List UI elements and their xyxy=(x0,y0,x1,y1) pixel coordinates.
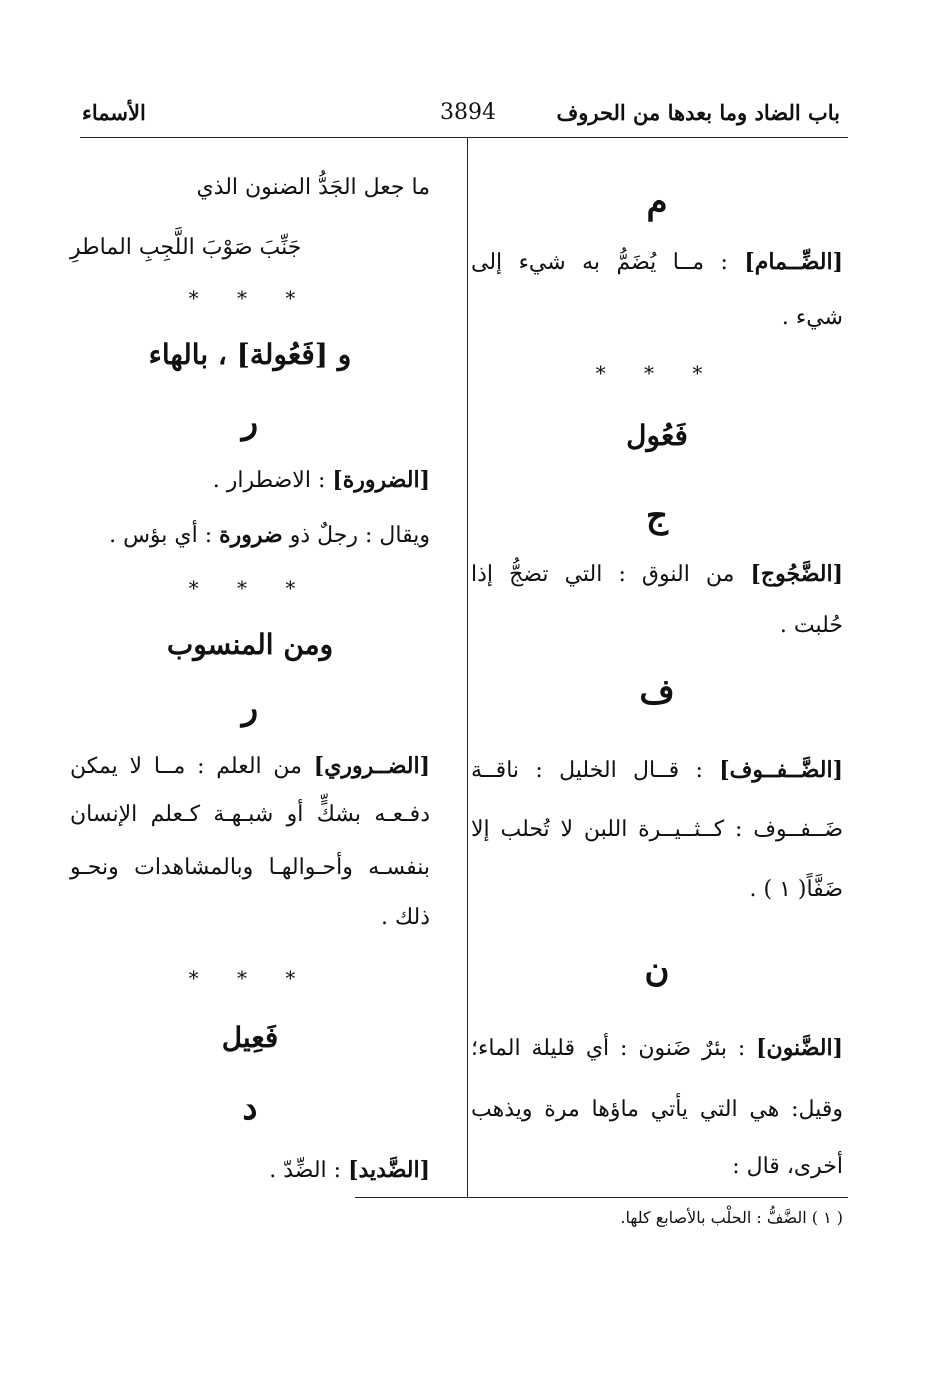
header-section-title: الأسماء xyxy=(82,100,146,125)
entry-headword: [الضِّــمام] xyxy=(744,249,843,275)
pattern-heading-fail: فَعِيل xyxy=(221,1021,279,1054)
entry-damam-line1 xyxy=(471,242,843,283)
entry-headword: [الضَّجُوج] xyxy=(750,561,843,587)
pattern-heading-faul: فَعُول xyxy=(626,419,688,452)
entry-damam-line2: شيء . xyxy=(781,305,843,330)
letter-heading-mim: م xyxy=(646,182,668,222)
entry-text: : الاضطرار . xyxy=(212,468,326,493)
entry-dafuf-line2: ضَــفــوف : كــثــيــرة اللبن لا تُحلب إلا xyxy=(471,817,843,842)
entry-daruri-line4: ذلك . xyxy=(380,905,430,930)
entry-headword: [الضَّــفــوف] xyxy=(719,757,843,783)
letter-heading-dal: د xyxy=(242,1088,258,1128)
entry-daruri-line1 xyxy=(70,746,430,787)
entry-danun-line2: وقيل: هي التي يأتي ماؤها مرة ويذهب xyxy=(471,1097,843,1122)
letter-heading-ra: ر xyxy=(241,688,259,728)
entry-text: : بئرٌ ضَنون : أي قليلة الماء؛ xyxy=(471,1036,746,1061)
footnote: ( ١ ) الضَّفُّ : الحلْب بالأصابع كلها. xyxy=(620,1208,843,1227)
letter-heading-jim: ج xyxy=(646,496,668,536)
letter-heading-fa: ف xyxy=(639,672,675,712)
entry-darura-line xyxy=(70,460,430,501)
entry-text: من النوق : التي تضجُّ إذا xyxy=(471,562,735,587)
section-heading-mansub: ومن المنسوب xyxy=(166,628,334,661)
header-rule xyxy=(80,137,848,138)
entry-dajuj-line2: حُلبت . xyxy=(779,613,843,638)
entry-darura2-line xyxy=(70,515,430,556)
entry-text: : الضِّدّ . xyxy=(269,1158,342,1183)
entry-text: من العلم : مــا لا يمكن xyxy=(70,754,302,779)
page-number: 3894 xyxy=(440,100,496,125)
separator-stars: * * * xyxy=(188,576,312,600)
footnote-rule xyxy=(355,1197,848,1198)
entry-daruri-line2: دفـعـه بشكٍّ أو شبـهـة كـعلم الإنسان xyxy=(70,802,430,827)
entry-headword: [الضــروري] xyxy=(313,753,430,779)
verse-line2: جَنِّبَ صَوْبَ اللَّجِبِ الماطرِ xyxy=(70,235,302,260)
separator-stars: * * * xyxy=(188,286,312,310)
entry-dadid-line xyxy=(70,1150,430,1191)
entry-headword: [الضَّديد] xyxy=(348,1157,430,1183)
entry-danun-line1 xyxy=(471,1028,843,1069)
separator-stars: * * * xyxy=(188,966,312,990)
entry-daruri-line3: بنفسـه وأحـوالهـا وبالمشاهدات ونحـو xyxy=(70,855,430,880)
entry-text: : قــال الخليل : ناقــة xyxy=(471,758,703,783)
letter-heading-ra: ر xyxy=(241,402,259,442)
entry-text: : أي بؤس . xyxy=(109,523,220,548)
header-chapter-title: باب الضاد وما بعدها من الحروف xyxy=(556,100,840,125)
entry-headword: [الضرورة] xyxy=(332,467,430,493)
verse-line1: ما جعل الجَدُّ الضنون الذي xyxy=(196,175,430,200)
entry-headword: [الضَّنون] xyxy=(756,1035,843,1061)
column-divider xyxy=(467,138,468,1198)
pattern-heading-faula: و [فَعُولة] ، بالهاء xyxy=(148,338,352,371)
entry-dajuj-line1 xyxy=(471,554,843,595)
entry-danun-line3: أخرى، قال : xyxy=(732,1154,843,1179)
entry-text: ويقال : رجلٌ ذو xyxy=(282,523,430,548)
entry-dafuf-line3: ضَفَّاً( ١ ) . xyxy=(749,877,843,902)
separator-stars: * * * xyxy=(595,361,719,385)
entry-dafuf-line1 xyxy=(471,750,843,791)
entry-bold-word: ضرورة xyxy=(219,522,283,548)
letter-heading-nun: ن xyxy=(644,950,670,990)
entry-text: : مــا يُضَمُّ به شيء إلى xyxy=(471,250,728,275)
